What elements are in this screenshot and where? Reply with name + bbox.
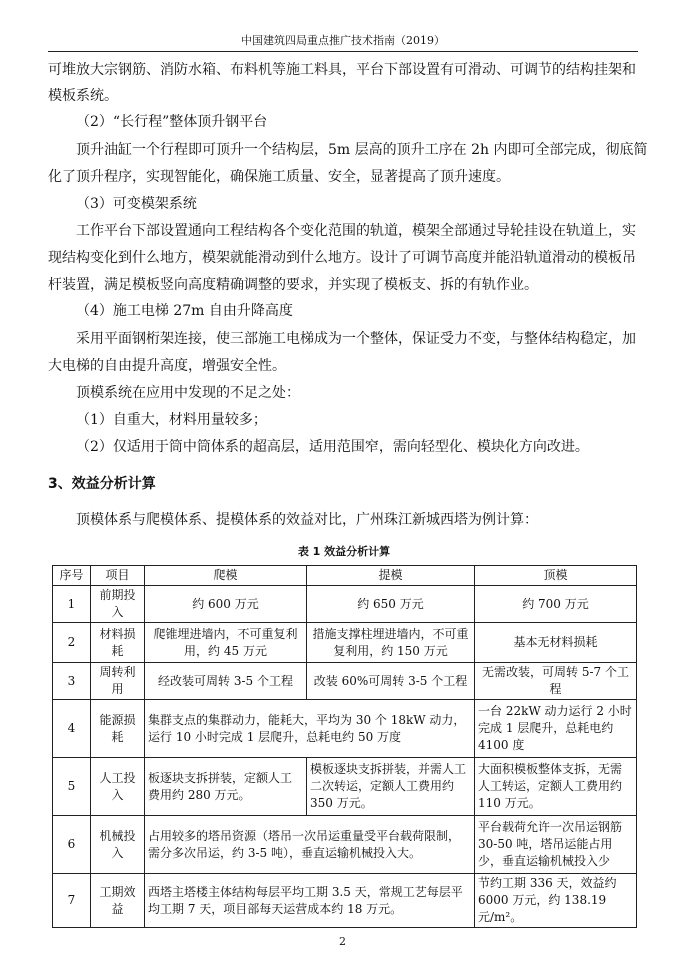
table-row — [53, 758, 637, 816]
header-cell: 顶模 — [475, 566, 637, 586]
page-header: 中国建筑四局重点推广技术指南（2019） — [241, 34, 445, 47]
list-item: （1）自重大，材料用量较多； — [76, 412, 267, 428]
table-row — [53, 586, 637, 623]
table-row — [53, 874, 637, 928]
header-cell: 序号 — [53, 566, 91, 586]
paragraph-line: 模板系统。 — [48, 88, 118, 104]
section-heading: 3、效益分析计算 — [48, 476, 156, 492]
row-number: 5 — [53, 758, 91, 816]
row-item: 能源损耗 — [91, 700, 145, 758]
row-number: 7 — [53, 874, 91, 928]
subheading-3: （3）可变模架系统 — [76, 196, 197, 212]
paragraph-line: 顶升油缸一个行程即可顶升一个结构层，5m 层高的顶升工序在 2h 内即可全部完成，彻底简 — [76, 142, 648, 158]
header-cell: 爬模 — [145, 566, 307, 586]
climb-cell: 板逐块支拆拼装，定额人工费用约 280 万元。 — [145, 758, 307, 816]
benefit-analysis-table — [52, 565, 637, 928]
paragraph-line: 化了顶升程序，实现智能化，确保施工质量、安全，显著提高了顶升速度。 — [48, 169, 510, 185]
header-rule — [48, 51, 638, 52]
row-item: 机械投入 — [91, 816, 145, 874]
top-cell: 一台 22kW 动力运行 2 小时完成 1 层爬升，总耗电约 4100 度 — [475, 700, 637, 758]
row-item: 材料损耗 — [91, 623, 145, 663]
lift-cell: 约 650 万元 — [307, 586, 475, 623]
table-row — [53, 623, 637, 663]
paragraph-line: 工作平台下部设置通向工程结构各个变化范围的轨道，模架全部通过导轮挂设在轨道上，实 — [76, 223, 636, 239]
paragraph-line: 顶模体系与爬模体系、提模体系的效益对比，广州珠江新城西塔为例计算： — [76, 512, 538, 528]
table-header-row — [53, 566, 637, 586]
climb-cell: 爬锥埋进墙内，不可重复利用，约 45 万元 — [145, 623, 307, 663]
climb-cell: 约 600 万元 — [145, 586, 307, 623]
page-number: 2 — [339, 935, 346, 948]
row-number: 2 — [53, 623, 91, 663]
table-row — [53, 700, 637, 758]
row-item: 周转利用 — [91, 663, 145, 700]
row-number: 3 — [53, 663, 91, 700]
paragraph-line: 可堆放大宗钢筋、消防水箱、布料机等施工料具，平台下部设置有可滑动、可调节的结构挂架和 — [48, 62, 636, 78]
top-cell: 大面积模板整体支拆，无需人工转运，定额人工费用约 110 万元。 — [475, 758, 637, 816]
header-cell: 项目 — [91, 566, 145, 586]
top-cell: 基本无材料损耗 — [475, 623, 637, 663]
climb-lift-cell: 集群支点的集群动力，能耗大，平均为 30 个 18kW 动力，运行 10 小时完成 1 层爬升，总耗电约 50 万度 — [145, 700, 475, 758]
top-cell: 平台载荷允许一次吊运钢筋 30-50 吨，塔吊运能占用少，垂直运输机械投入少 — [475, 816, 637, 874]
paragraph-line: 现结构变化到什么地方，模架就能滑动到什么地方。设计了可调节高度并能沿轨道滑动的模板吊 — [48, 250, 636, 266]
row-number: 1 — [53, 586, 91, 623]
row-item: 人工投入 — [91, 758, 145, 816]
table-caption: 表 1 效益分析计算 — [297, 545, 391, 558]
top-cell: 节约工期 336 天，效益约 6000 万元，约 138.19 元/m²。 — [475, 874, 637, 928]
climb-lift-cell: 占用较多的塔吊资源（塔吊一次吊运重量受平台载荷限制，需分多次吊运，约 3-5 吨），垂直运输机械投入大。 — [145, 816, 475, 874]
row-number: 6 — [53, 816, 91, 874]
subheading-4: （4）施工电梯 27m 自由升降高度 — [76, 303, 293, 319]
header-cell: 提模 — [307, 566, 475, 586]
lift-cell: 模板逐块支拆拼装，并需人工二次转运，定额人工费用约 350 万元。 — [307, 758, 475, 816]
climb-cell: 经改装可周转 3-5 个工程 — [145, 663, 307, 700]
climb-lift-cell: 西塔主塔楼主体结构每层平均工期 3.5 天，常规工艺每层平均工期 7 天，项目部每天运营成本约 18 万元。 — [145, 874, 475, 928]
lift-cell: 改装 60%可周转 3-5 个工程 — [307, 663, 475, 700]
subheading-2: （2）“长行程”整体顶升钢平台 — [76, 114, 268, 130]
paragraph-line: 采用平面钢桁架连接，使三部施工电梯成为一个整体，保证受力不变，与整体结构稳定，加 — [76, 331, 636, 347]
paragraph-line: 大电梯的自由提升高度，增强安全性。 — [48, 358, 286, 374]
list-item: （2）仅适用于筒中筒体系的超高层，适用范围窄，需向轻型化、模块化方向改进。 — [76, 439, 589, 455]
paragraph-line: 顶模系统在应用中发现的不足之处： — [76, 385, 300, 401]
top-cell: 无需改装，可周转 5-7 个工程 — [475, 663, 637, 700]
table-row — [53, 663, 637, 700]
row-item: 工期效益 — [91, 874, 145, 928]
row-number: 4 — [53, 700, 91, 758]
lift-cell: 措施支撑柱埋进墙内，不可重复利用，约 150 万元 — [307, 623, 475, 663]
paragraph-line: 杆装置，满足模板竖向高度精确调整的要求，并实现了模板支、拆的有轨作业。 — [48, 277, 538, 293]
top-cell: 约 700 万元 — [475, 586, 637, 623]
row-item: 前期投入 — [91, 586, 145, 623]
table-row — [53, 816, 637, 874]
